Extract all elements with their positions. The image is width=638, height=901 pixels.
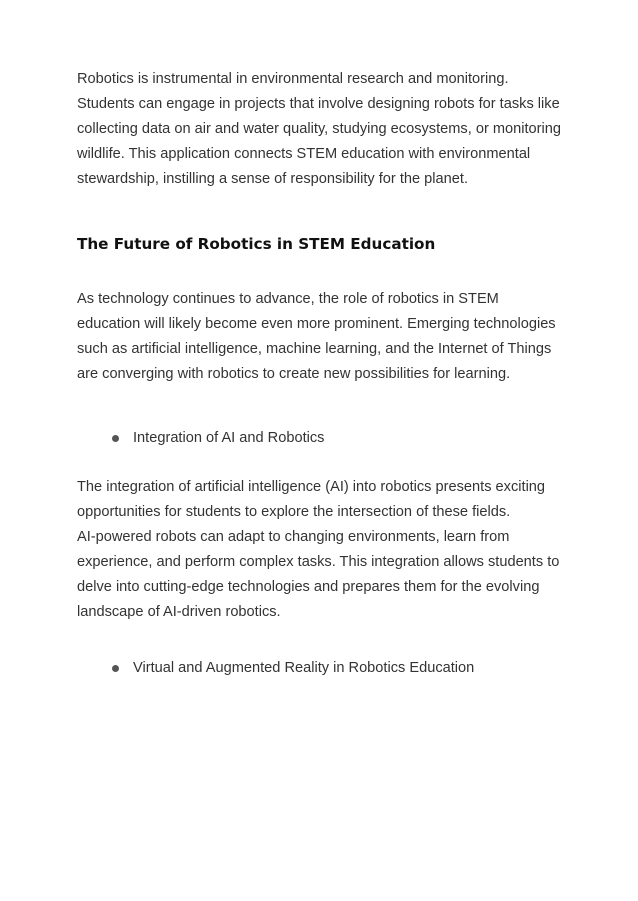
text-line: As technology continues to advance, the role of robotics in STEM <box>77 291 499 307</box>
text-line: opportunities for students to explore the intersection of these fields. <box>77 504 511 520</box>
text-line: such as artificial intelligence, machine learning, and the Internet of Things <box>77 341 552 357</box>
text-line: landscape of AI-driven robotics. <box>77 604 281 620</box>
list-item-ai-robotics <box>112 426 567 450</box>
bullet-dot-icon <box>112 665 119 672</box>
list-item-label: Integration of AI and Robotics <box>133 430 325 446</box>
paragraph-ai-integration <box>77 475 567 625</box>
text-line: The integration of artificial intelligence (AI) into robotics presents exciting <box>77 479 546 495</box>
text-line: Students can engage in projects that involve designing robots for tasks like <box>77 96 560 112</box>
list-item-vr-ar <box>112 656 567 680</box>
section-heading-future: The Future of Robotics in STEM Education <box>77 235 436 253</box>
text-line: Robotics is instrumental in environmental research and monitoring. <box>77 71 509 87</box>
text-line: AI-powered robots can adapt to changing environments, learn from <box>77 529 510 545</box>
list-item-label: Virtual and Augmented Reality in Robotics Education <box>133 660 475 676</box>
text-line: wildlife. This application connects STEM education with environmental <box>77 146 531 162</box>
text-line: stewardship, instilling a sense of responsibility for the planet. <box>77 171 468 187</box>
text-line: experience, and perform complex tasks. This integration allows students to <box>77 554 560 570</box>
text-line: education will likely become even more prominent. Emerging technologies <box>77 316 556 332</box>
text-line: collecting data on air and water quality, studying ecosystems, or monitoring <box>77 121 562 137</box>
text-line: delve into cutting-edge technologies and prepares them for the evolving <box>77 579 540 595</box>
text-line: are converging with robotics to create new possibilities for learning. <box>77 366 511 382</box>
bullet-dot-icon <box>112 435 119 442</box>
paragraph-environmental-research <box>77 67 567 192</box>
document-content <box>77 67 567 680</box>
paragraph-future-robotics <box>77 287 567 387</box>
